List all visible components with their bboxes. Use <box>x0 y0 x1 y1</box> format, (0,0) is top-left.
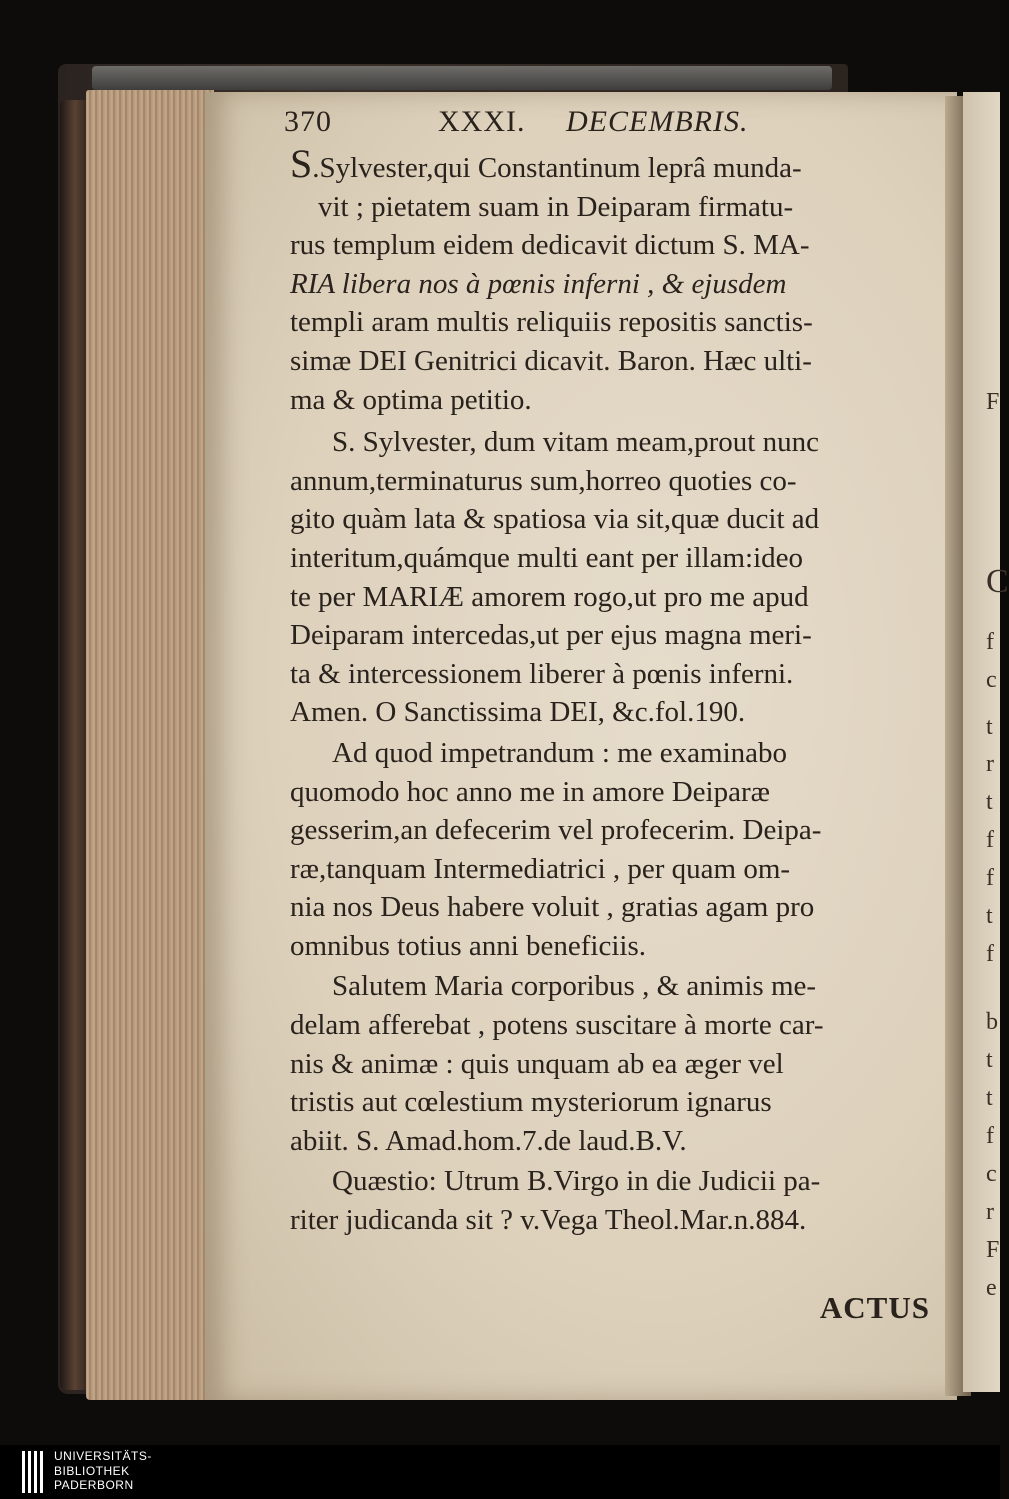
facing-fragment: t <box>986 1047 993 1073</box>
facing-fragment: f <box>986 629 994 655</box>
text-line: RIA libera nos à pœnis inferni , & ejusdem <box>290 267 787 300</box>
catchword: ACTUS <box>819 1290 930 1325</box>
library-logo-bar <box>0 1445 1000 1499</box>
header-month: DECEMBRIS. <box>566 105 749 138</box>
text-line: abiit. S. Amad.hom.7.de laud.B.V. <box>290 1124 687 1157</box>
page-number: 370 <box>284 105 332 138</box>
facing-fragment: F <box>986 389 1000 415</box>
text-line: ræ,tanquam Intermediatrici , per quam om- <box>290 852 791 885</box>
paragraph-3 <box>290 734 930 966</box>
text-line: ma & optima petitio. <box>290 383 532 416</box>
running-header <box>284 105 930 149</box>
facing-fragment: e <box>986 1275 997 1301</box>
facing-fragment: F <box>986 1237 1000 1263</box>
text-line: Ad quod impetrandum : me examinabo <box>332 736 788 769</box>
facing-fragment: t <box>986 903 993 929</box>
facing-fragment: C <box>986 563 1009 600</box>
paragraph-4 <box>290 967 930 1160</box>
text-line: delam afferebat , potens suscitare à morte car- <box>290 1009 824 1042</box>
library-name-line: PADERBORN <box>54 1478 134 1492</box>
facing-fragment: f <box>986 941 994 967</box>
library-logo-icon <box>22 1451 46 1493</box>
text-line: vit ; pietatem suam in Deiparam firmatu- <box>318 190 794 223</box>
text-line: riter judicanda sit ? v.Vega Theol.Mar.n.884. <box>290 1204 807 1237</box>
library-name <box>54 1449 152 1493</box>
facing-fragment: b <box>986 1009 998 1035</box>
facing-fragment: t <box>986 789 993 815</box>
text-line: nis & animæ : quis unquam ab ea æger vel <box>290 1047 784 1080</box>
library-name-line: UNIVERSITÄTS- <box>54 1449 152 1463</box>
text-line: quomodo hoc anno me in amore Deiparæ <box>290 775 770 808</box>
text-line: Quæstio: Utrum B.Virgo in die Judicii pa- <box>332 1165 821 1198</box>
facing-fragment: r <box>986 751 994 777</box>
facing-fragment: r <box>986 1199 994 1225</box>
page-text-block <box>284 105 930 1325</box>
library-name-line: BIBLIOTHEK <box>54 1463 130 1478</box>
text-line: gesserim,an defecerim vel profecerim. Deipa- <box>290 814 822 847</box>
text-line: nia nos Deus habere voluit , gratias agam pro <box>290 891 815 924</box>
facing-fragment: f <box>986 827 994 853</box>
header-day: XXXI. <box>438 105 526 138</box>
text-line: Amen. O Sanctissima DEI, &c.fol.190. <box>290 696 746 729</box>
text-line: ta & intercessionem liberer à pœnis inferni. <box>290 657 794 690</box>
text-line: interitum,quámque multi eant per illam:ideo <box>290 541 804 574</box>
facing-fragment: t <box>986 1085 993 1111</box>
facing-fragment: f <box>986 1123 994 1149</box>
text-line: tristis aut cœlestium mysteriorum ignarus <box>290 1086 772 1119</box>
facing-fragment: c <box>986 667 997 693</box>
facing-fragment: c <box>986 1161 997 1187</box>
text-line: S.Sylvester,qui Constantinum leprâ munda- <box>290 141 802 186</box>
paragraph-2 <box>290 423 930 732</box>
cover-top-edge <box>92 66 832 90</box>
text-line: gito quàm lata & spatiosa via sit,quæ ducit ad <box>290 503 820 536</box>
facing-fragment: t <box>986 714 993 740</box>
text-line: annum,terminaturus sum,horreo quoties co- <box>290 464 797 497</box>
text-line: te per MARIÆ amorem rogo,ut pro me apud <box>290 580 809 613</box>
drop-cap: S <box>290 141 313 186</box>
paragraph-1 <box>290 141 930 419</box>
facing-fragment: f <box>986 865 994 891</box>
facing-page <box>963 92 1009 1392</box>
paragraph-5 <box>290 1162 930 1239</box>
text-line: omnibus totius anni beneficiis. <box>290 929 647 962</box>
text-line: simæ DEI Genitrici dicavit. Baron. Hæc ulti- <box>290 344 812 377</box>
text-line: S. Sylvester, dum vitam meam,prout nunc <box>332 426 819 459</box>
text-line: Deiparam intercedas,ut per ejus magna meri- <box>290 619 812 652</box>
text-line: Salutem Maria corporibus , & animis me- <box>332 970 817 1003</box>
text-line: templi aram multis reliquiis repositis sanctis- <box>290 306 813 339</box>
page-stack-edge <box>86 90 214 1400</box>
text-line: rus templum eidem dedicavit dictum S. MA- <box>290 229 810 262</box>
